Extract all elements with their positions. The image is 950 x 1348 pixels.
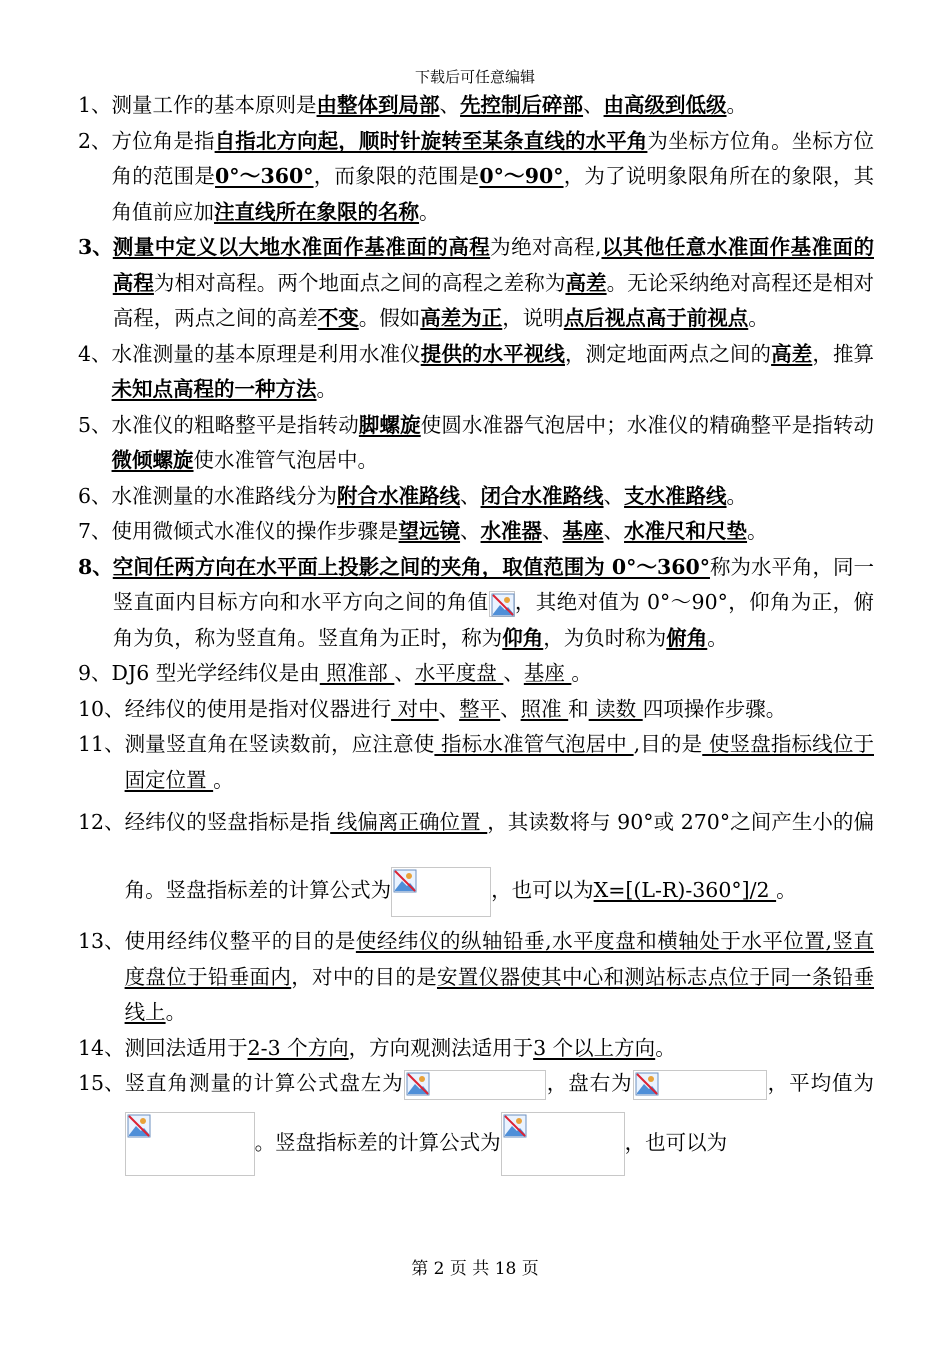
item-number: 11、: [78, 732, 125, 756]
answer: 测量中定义以大地水准面作基准面的高程: [112, 235, 491, 259]
answer: 读数: [588, 696, 643, 721]
image-placeholder-icon: [127, 1114, 151, 1138]
item-3: [78, 230, 874, 337]
answer: 使经纬仪的纵轴铅垂,水平度盘和横轴处于水平位置,竖直度盘位于铅垂面内: [124, 929, 875, 989]
text: 使用经纬仪整平的目的是: [124, 929, 356, 953]
answer: 微倾螺旋: [111, 448, 194, 472]
formula-image: [404, 1070, 546, 1100]
text: ，方向观测法适用于: [348, 1035, 534, 1060]
text: 。: [165, 1000, 187, 1024]
answer: 俯角: [666, 625, 708, 650]
text: 。: [726, 483, 748, 508]
text: 。: [316, 377, 338, 401]
formula-image: [391, 867, 491, 917]
text: 。: [213, 767, 234, 792]
text: ，为了说明象限角所在的象限，其角值前应加: [111, 164, 875, 224]
text: 、: [542, 519, 563, 543]
text: 。: [655, 1035, 676, 1060]
answer: 基座: [562, 519, 604, 543]
text: 测量竖直角在竖读数前，应注意使: [124, 732, 435, 756]
item-number: 8、: [78, 554, 113, 579]
answer: 空间任两方向在水平面上投影之间的夹角，取值范围为 0°～360°: [112, 554, 710, 579]
answer: 水准尺和尺垫: [624, 519, 748, 543]
text: ，对中的目的是: [291, 964, 437, 989]
answer: 高差为正: [420, 306, 503, 330]
text: 、: [500, 696, 521, 721]
answer: 点后视点高于前视点: [563, 306, 749, 330]
answer: 附合水准路线: [337, 483, 461, 508]
answer: 先控制后碎部: [460, 93, 584, 117]
text: 经纬仪的使用是指对仪器进行: [124, 696, 392, 721]
text: 。: [571, 661, 592, 685]
item-6: [78, 479, 874, 515]
text: 。: [776, 878, 797, 902]
text: ，其绝对值为 0°～90°，仰角为正，俯角为负，称为竖直角。竖直角为正时，称为: [112, 590, 874, 650]
text: 为坐标方位角。坐标方位角的范围是: [111, 128, 875, 188]
answer: 水准器: [480, 519, 543, 543]
document-body: [78, 88, 874, 1176]
text: 四项操作步骤。: [642, 696, 787, 721]
item-5: [78, 408, 874, 479]
item-number: 12、: [78, 810, 125, 834]
image-placeholder-icon: [635, 1072, 659, 1096]
text: 、: [603, 483, 625, 508]
answer: 以其他任意水准面作基准面的高程: [112, 235, 874, 295]
image-placeholder-icon: [393, 869, 417, 893]
text: 。: [748, 306, 769, 330]
answer: 对中: [391, 696, 439, 721]
text: 、: [583, 93, 604, 117]
answer: 脚螺旋: [358, 412, 421, 437]
answer: 指标水准管气泡居中: [434, 732, 634, 756]
answer: 照准: [520, 696, 569, 721]
text: 、: [503, 661, 524, 685]
text: 方位角是指: [111, 128, 215, 153]
text: 测回法适用于: [124, 1035, 248, 1060]
answer: 高差: [565, 270, 607, 295]
text: 。: [747, 519, 768, 543]
item-number: 13、: [78, 929, 125, 953]
item-8: [78, 550, 874, 657]
text: 。竖盘指标差的计算公式为: [254, 1130, 501, 1155]
item-9: [78, 656, 874, 692]
answer: 高差: [771, 341, 813, 366]
text: ，为负时称为: [543, 625, 667, 650]
image-placeholder-icon: [503, 1114, 527, 1138]
answer: 整平: [459, 696, 501, 721]
text: 。: [707, 625, 728, 650]
text: 、: [438, 696, 460, 721]
text: ，其读数将与 90°或 270°之间产生小的偏角。竖盘指标差的计算公式为: [124, 810, 874, 902]
item-number: 4、: [78, 341, 112, 366]
answer: X=[(L-R)-360°]/2: [593, 878, 777, 902]
image-placeholder-icon: [406, 1072, 430, 1096]
item-number: 5、: [78, 412, 112, 437]
text: 、: [460, 519, 481, 543]
text: ，而象限的范围是: [313, 164, 480, 188]
text: ,目的是: [633, 732, 703, 756]
item-number: 10、: [78, 696, 125, 721]
text: 称为水平角，同一竖直面内目标方向和水平方向之间的角值: [112, 554, 874, 614]
answer: 0°～90°: [479, 164, 564, 188]
item-7: [78, 514, 874, 550]
text: 和: [568, 696, 589, 721]
text: ，测定地面两点之间的: [564, 341, 772, 366]
text: ，平均值为: [766, 1071, 875, 1095]
answer: 支水准路线: [624, 483, 727, 508]
text: 。: [726, 93, 748, 117]
answer: 0°～360°: [215, 164, 314, 188]
answer: 仰角: [502, 625, 544, 650]
text: ，推算: [812, 341, 875, 366]
item-number: 14、: [78, 1035, 125, 1060]
item-10: [78, 692, 874, 728]
answer: 注直线所在象限的名称: [214, 199, 420, 224]
text: 水准测量的基本原理是利用水准仪: [111, 341, 421, 366]
image-placeholder-icon: [491, 593, 515, 617]
page-footer: 第 2 页 共 18 页: [411, 1259, 539, 1279]
answer: 安置仪器使其中心和测站标志点位于同一条铅垂线上: [124, 964, 875, 1024]
item-number: 15、: [78, 1071, 125, 1095]
item-15: [78, 1066, 874, 1176]
item-number: 3、: [78, 235, 113, 259]
item-number: 7、: [78, 519, 112, 543]
formula-image: [633, 1070, 767, 1100]
formula-image: [125, 1112, 255, 1176]
item-12: [78, 798, 874, 924]
item-4: [78, 337, 874, 408]
broken-image-icon: [489, 591, 515, 617]
text: DJ6 型光学经纬仪是由: [111, 661, 320, 685]
answer: 使竖盘指标线位于固定位置: [124, 732, 874, 792]
answer: 提供的水平视线: [420, 341, 565, 366]
text: 使水准管气泡居中。: [193, 448, 379, 472]
text: 经纬仪的竖盘指标是指: [124, 810, 331, 834]
item-13: [78, 924, 874, 1031]
text: 、: [394, 661, 415, 685]
item-number: 6、: [78, 483, 112, 508]
answer: 由高级到低级: [603, 93, 727, 117]
text: ，说明: [502, 306, 564, 330]
answer: 2-3 个方向: [247, 1035, 349, 1060]
answer: 3 个以上方向: [533, 1035, 656, 1060]
item-number: 9、: [78, 661, 112, 685]
answer: 照准部: [319, 661, 395, 685]
item-2: [78, 124, 874, 231]
text: 测量工作的基本原则是: [111, 93, 317, 117]
text: 。: [419, 199, 440, 224]
text: 、: [603, 519, 625, 543]
formula-image: [501, 1112, 625, 1176]
text: 水准测量的水准路线分为: [111, 483, 338, 508]
text: 、: [460, 483, 481, 508]
text: 。无论采纳绝对高程还是相对高程，两点之间的高差: [112, 270, 875, 330]
answer: 不变: [317, 306, 359, 330]
answer: 自指北方向起，顺时针旋转至某条直线的水平角: [214, 128, 648, 153]
answer: 基座: [523, 661, 572, 685]
text: 使用微倾式水准仪的操作步骤是: [111, 519, 399, 543]
item-1: [78, 88, 874, 124]
text: 水准仪的粗略整平是指转动: [111, 412, 359, 437]
page-header: 下载后可任意编辑: [414, 68, 535, 86]
answer: 未知点高程的一种方法: [111, 377, 317, 401]
item-number: 1、: [78, 93, 112, 117]
answer: 水平度盘: [414, 661, 504, 685]
answer: 望远镜: [398, 519, 461, 543]
text: ，也可以为: [491, 878, 594, 902]
text: ，盘右为: [545, 1071, 633, 1095]
text: 为绝对高程,: [490, 235, 602, 259]
text: 使圆水准器气泡居中；水准仪的精确整平是指转动: [420, 412, 875, 437]
answer: 由整体到局部: [316, 93, 440, 117]
item-number: 2、: [78, 128, 112, 153]
text: ，也可以为: [624, 1130, 728, 1155]
text: 竖直角测量的计算公式盘左为: [124, 1071, 404, 1095]
answer: 闭合水准路线: [480, 483, 604, 508]
text: 、: [439, 93, 461, 117]
text: 为相对高程。两个地面点之间的高程之差称为: [153, 270, 566, 295]
answer: 线偏离正确位置: [330, 810, 488, 834]
text: 。假如: [358, 306, 421, 330]
